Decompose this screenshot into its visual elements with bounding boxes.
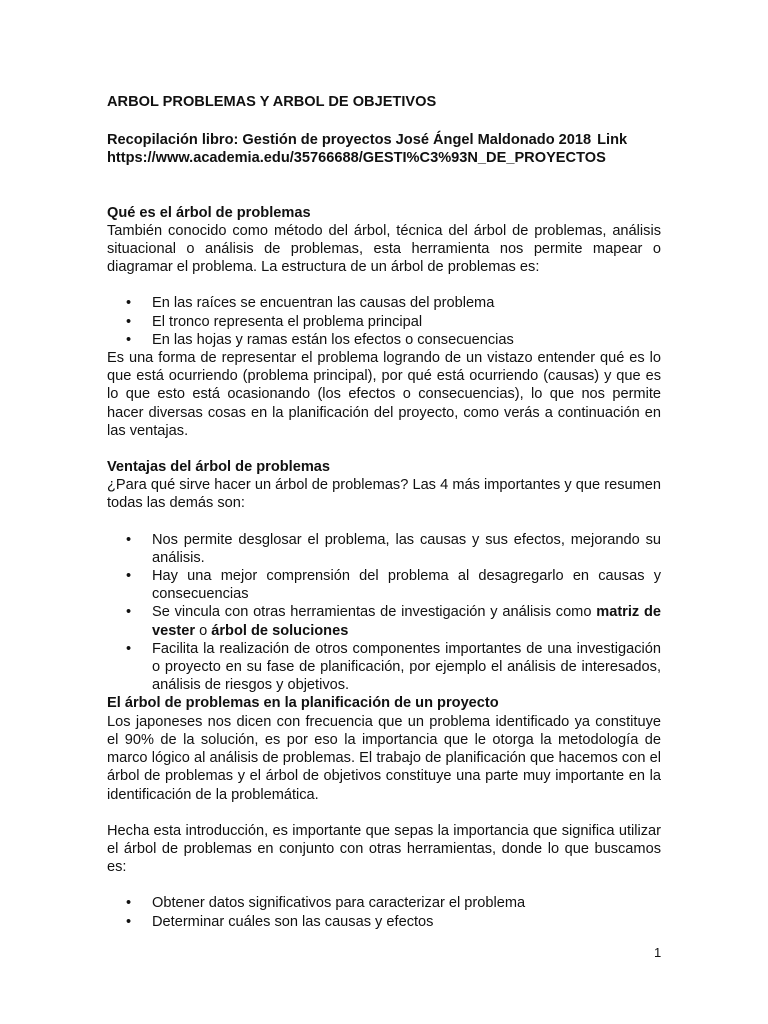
bold-term-matriz-vester: matriz de vester [152,604,662,639]
document-title: ARBOL PROBLEMAS Y ARBOL DE OBJETIVOS [107,94,437,110]
list-item: • El tronco representa el problema principal [126,313,423,330]
bullet-list-planificacion [107,894,661,930]
section-closing-que-es: Es una forma de representar el problema logrando de un vistazo entender qué es lo que está ocurriendo (problema principal), por qué está ocurriendo (causas) y que es lo que esto está ocasionando (los efectos o consecuencias), lo que nos permite hacer diversas cosas en la planificación del proyecto, como verás a continuación en las ventajas. [107,350,661,439]
bullet-glyph: • [126,331,132,348]
section-intro-que-es: También conocido como método del árbol, técnica del árbol de problemas, análisis situacional o análisis de problemas, esta herramienta nos permite mapear o diagramar el problema. La estructura de un árbol de problemas es: [107,222,661,276]
bullet-glyph: • [126,531,132,548]
page-number: 1 [654,945,662,960]
spacer [107,440,661,458]
list-item: • Se vincula con otras herramientas de investigación y análisis como matriz de vester o árbol de soluciones [126,604,662,639]
section-heading-que-es: Qué es el árbol de problemas [107,204,311,221]
section-paragraph-planificacion: Los japoneses nos dicen con frecuencia que un problema identificado ya constituye el 90% de la solución, es por eso la importancia que le otorga la metodología de marco lógico al análisis de problemas. El trabajo de planificación que hacemos con el árbol de problemas y el árbol de objetivos constituye una parte muy importante en la identificación de la problemática. [107,713,661,803]
list-item: • Hay una mejor comprensión del problema al desagregarlo en causas y consecuencias [126,568,661,603]
section-paragraph-introduccion: Hecha esta introducción, es importante que sepas la importancia que significa utilizar el árbol de problemas en conjunto con otras herramientas, donde lo que buscamos es: [107,822,661,876]
list-item: • En las raíces se encuentran las causas del problema [126,295,495,312]
spacer [107,276,661,294]
bullet-glyph: • [126,913,132,930]
bullet-glyph: • [126,895,132,912]
list-item: • En las hojas y ramas están los efectos o consecuencias [126,331,514,348]
source-reference [107,131,661,167]
bullet-glyph: • [126,604,132,621]
bold-term-arbol-soluciones: árbol de soluciones [211,622,349,639]
spacer [107,513,661,531]
section-heading-ventajas: Ventajas del árbol de problemas [107,459,331,476]
bullet-glyph: • [126,295,132,312]
spacer [107,876,661,894]
source-book-text: Recopilación libro: Gestión de proyectos José Ángel Maldonado 2018 [107,132,592,149]
spacer [107,804,661,822]
spacer [107,168,661,204]
source-url[interactable]: https://www.academia.edu/35766688/GESTI%C3%93N_DE_PROYECTOS [107,150,606,167]
source-link-label: Link [597,132,628,149]
bullet-list-ventajas [107,531,661,695]
list-item: • Facilita la realización de otros componentes importantes de una investigación o proyecto en su fase de planificación, por ejemplo el análisis de interesados, análisis de riesgos y objetivos. [126,640,661,694]
bullet-glyph: • [126,640,132,657]
document-body [107,93,661,931]
section-intro-ventajas: ¿Para qué sirve hacer un árbol de problemas? Las 4 más importantes y que resumen todas las demás son: [107,477,661,512]
bullet-glyph: • [126,313,132,330]
bullet-glyph: • [126,568,132,585]
section-heading-planificacion: El árbol de problemas en la planificación de un proyecto [107,695,499,712]
bullet-list-que-es [107,294,661,349]
list-item: • Obtener datos significativos para caracterizar el problema [126,895,526,912]
list-item: • Determinar cuáles son las causas y efectos [126,913,434,930]
list-item: • Nos permite desglosar el problema, las causas y sus efectos, mejorando su análisis. [126,531,661,566]
